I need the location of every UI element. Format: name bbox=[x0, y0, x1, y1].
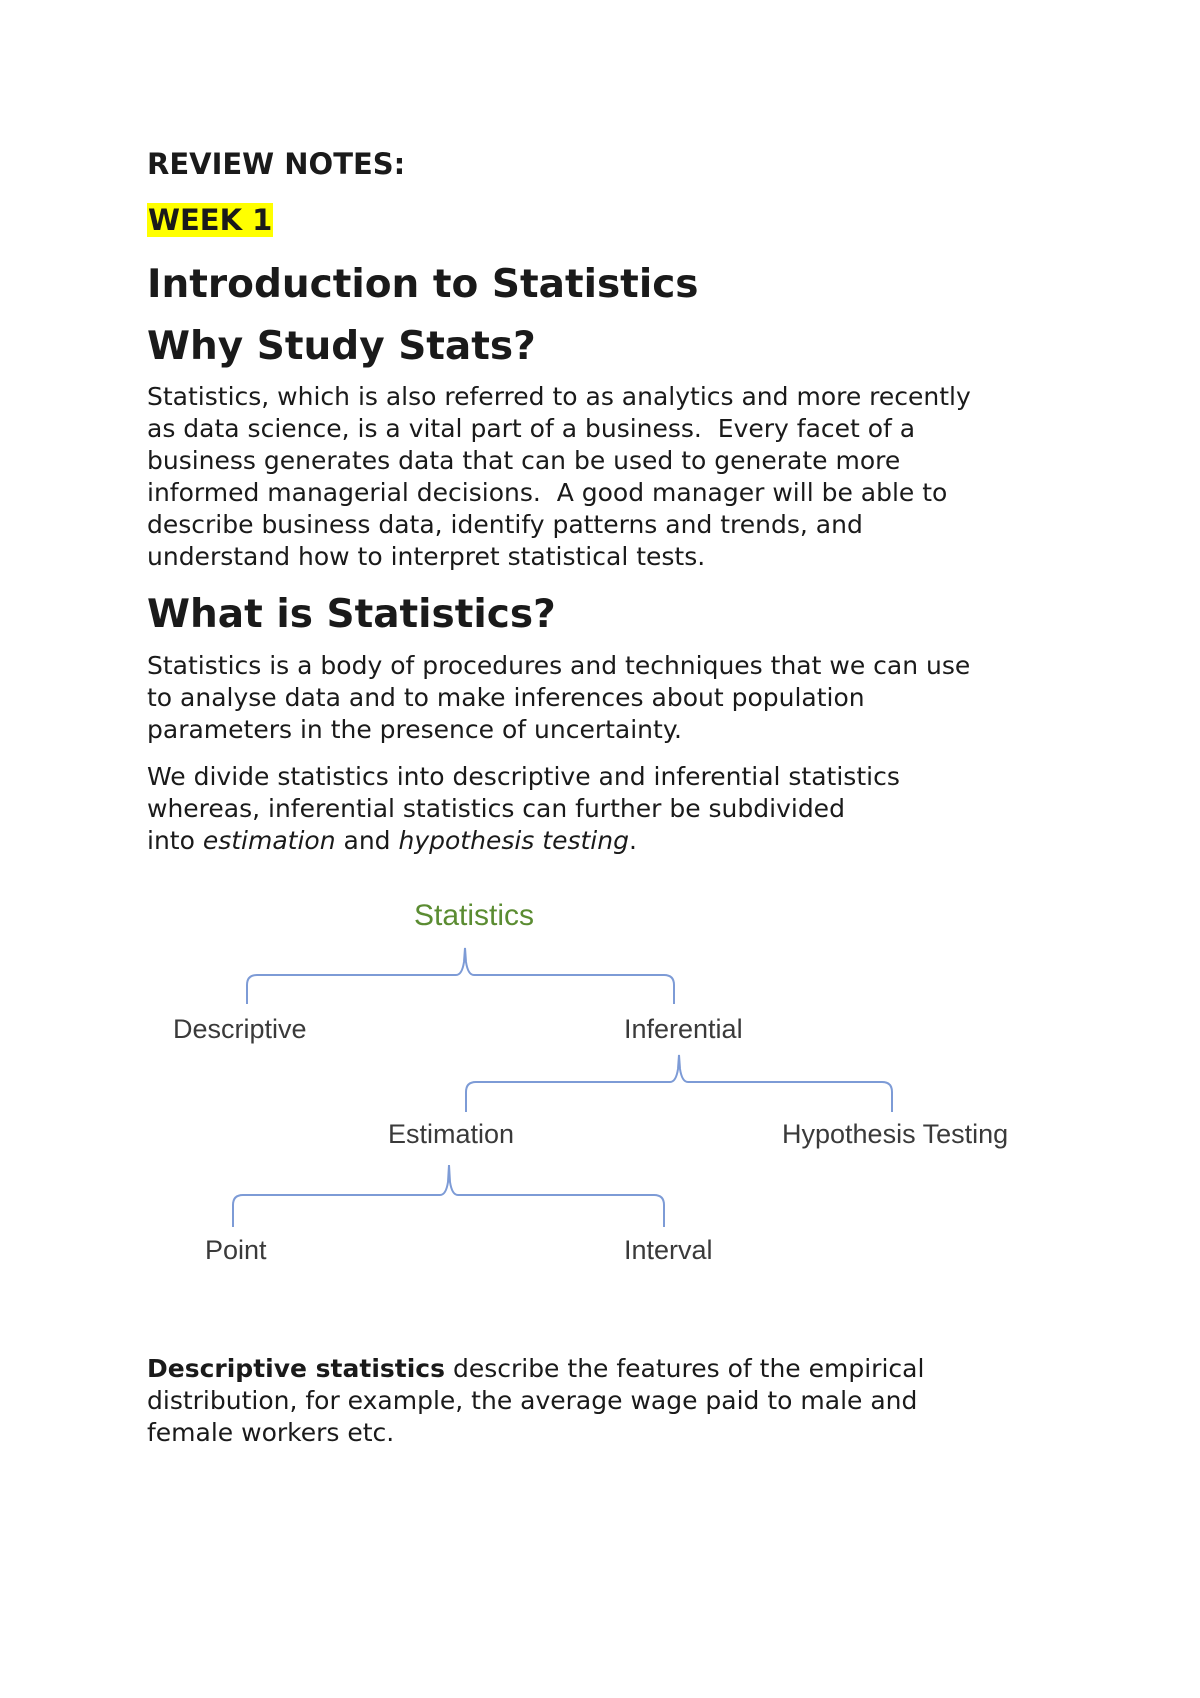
what-line: Statistics is a body of procedures and techniques that we can use bbox=[147, 651, 971, 680]
what-is-heading: What is Statistics? bbox=[147, 592, 556, 637]
why-line: business generates data that can be used to generate more bbox=[147, 446, 901, 475]
node-statistics: Statistics bbox=[413, 899, 535, 932]
divide-prefix: into bbox=[147, 826, 203, 855]
node-inferential: Inferential bbox=[624, 1014, 743, 1044]
estimation-term: estimation bbox=[202, 826, 336, 855]
descriptive-term: Descriptive statistics bbox=[147, 1354, 445, 1383]
desc-line: distribution, for example, the average wage paid to male and bbox=[147, 1386, 918, 1415]
divide-line: We divide statistics into descriptive and inferential statistics bbox=[147, 762, 900, 791]
node-estimation: Estimation bbox=[388, 1119, 515, 1149]
brace-estimation bbox=[233, 1165, 664, 1227]
why-line: informed managerial decisions. A good manager will be able to bbox=[147, 478, 948, 507]
week-highlight: WEEK 1 bbox=[148, 203, 273, 237]
node-point: Point bbox=[205, 1235, 267, 1265]
what-line: parameters in the presence of uncertainty. bbox=[147, 715, 682, 744]
intro-heading: Introduction to Statistics bbox=[147, 262, 699, 307]
node-hypothesis-testing: Hypothesis Testing bbox=[782, 1119, 1009, 1149]
desc-line-1-rest: describe the features of the empirical bbox=[445, 1354, 925, 1383]
divide-suffix: . bbox=[628, 826, 637, 855]
why-line: describe business data, identify patterns and trends, and bbox=[147, 510, 863, 539]
why-line: Statistics, which is also referred to as analytics and more recently bbox=[147, 382, 971, 411]
brace-group bbox=[233, 948, 892, 1227]
divide-line: whereas, inferential statistics can further be subdivided bbox=[147, 794, 845, 823]
node-interval: Interval bbox=[624, 1235, 713, 1265]
node-descriptive: Descriptive bbox=[173, 1014, 307, 1044]
why-line: as data science, is a vital part of a business. Every facet of a bbox=[147, 414, 916, 443]
brace-inferential bbox=[466, 1055, 892, 1112]
divide-mid: and bbox=[335, 826, 399, 855]
review-notes-heading: REVIEW NOTES: bbox=[147, 147, 406, 181]
why-study-heading: Why Study Stats? bbox=[147, 324, 536, 369]
brace-root bbox=[247, 948, 674, 1004]
why-line: understand how to interpret statistical tests. bbox=[147, 542, 706, 571]
desc-line: female workers etc. bbox=[147, 1418, 395, 1447]
hypothesis-term: hypothesis testing bbox=[398, 826, 629, 855]
what-line: to analyse data and to make inferences about population bbox=[147, 683, 865, 712]
